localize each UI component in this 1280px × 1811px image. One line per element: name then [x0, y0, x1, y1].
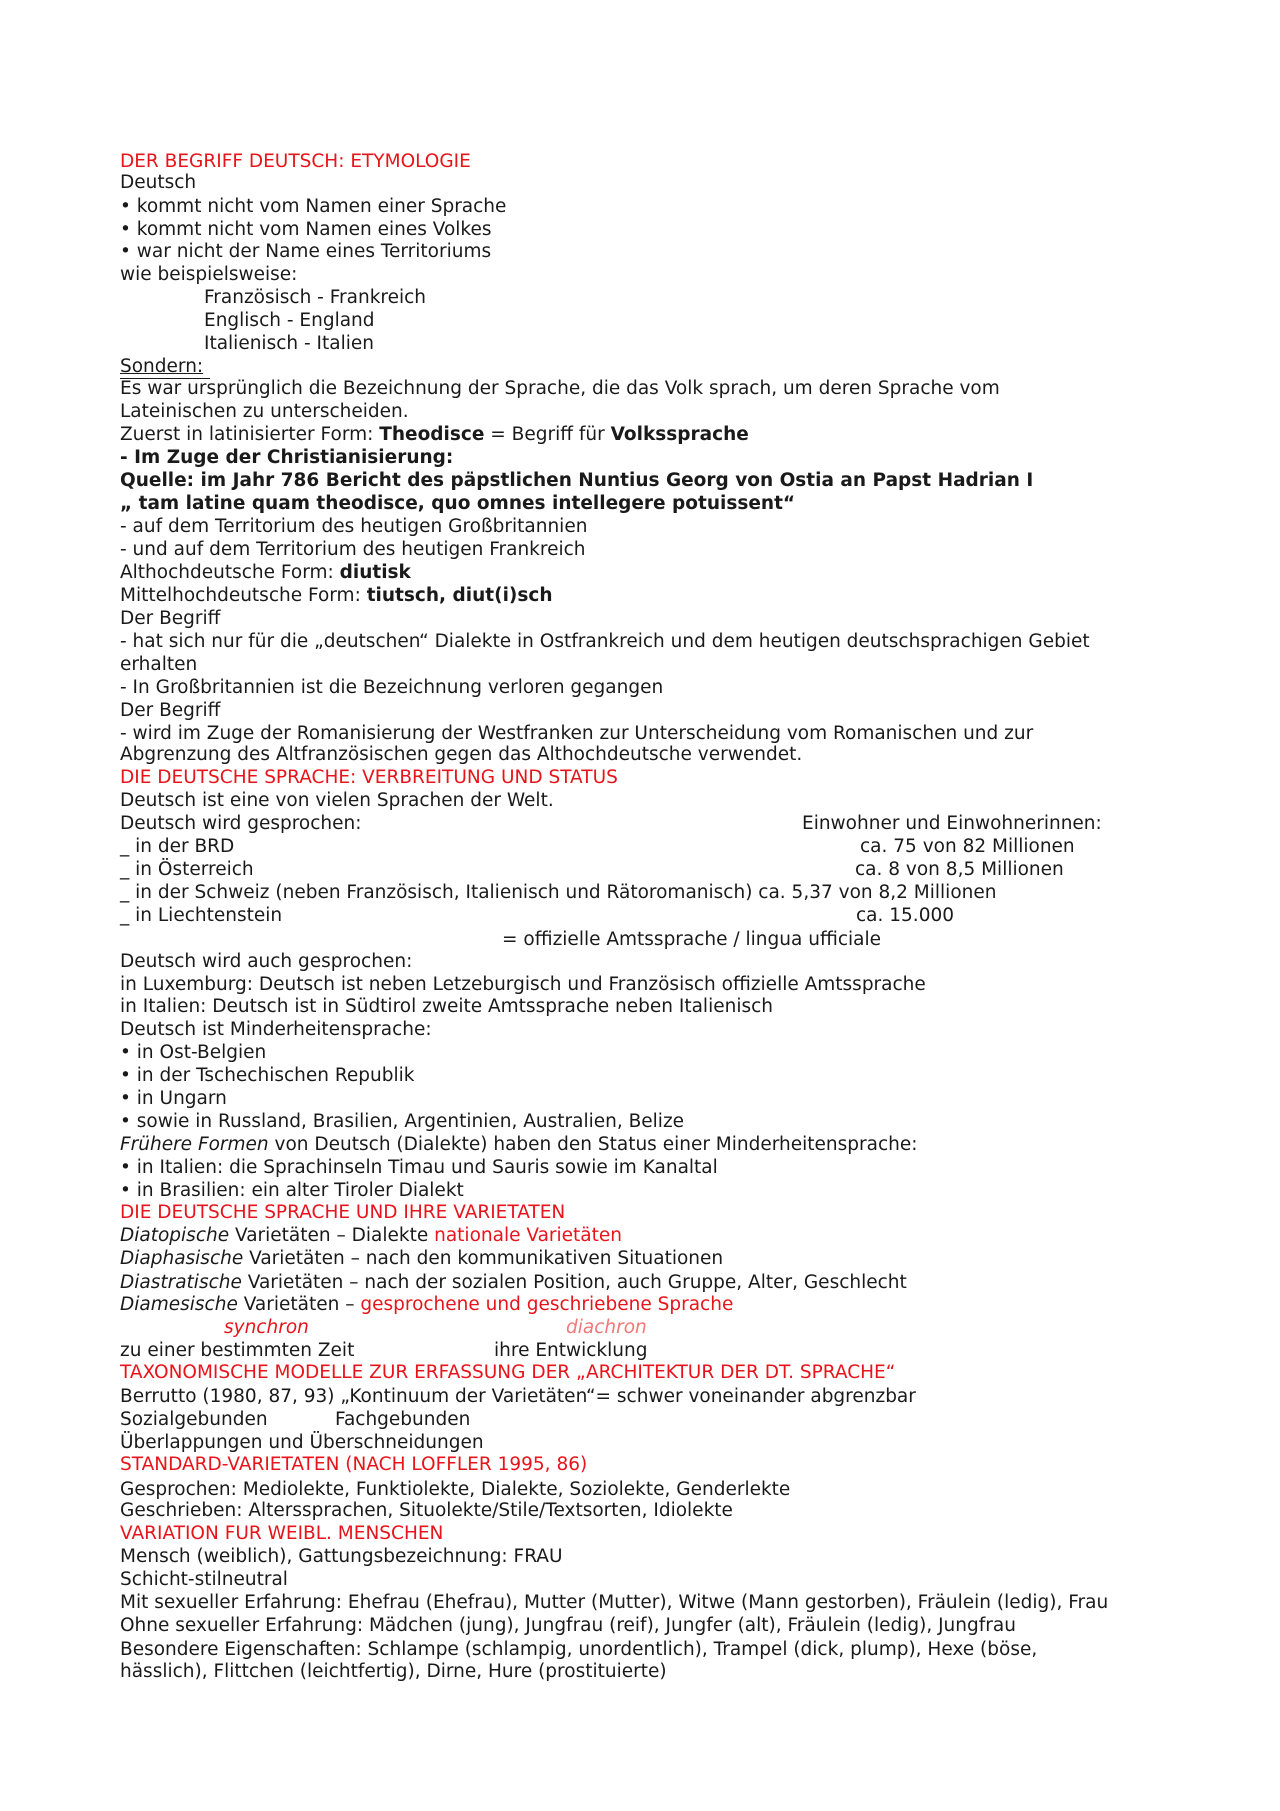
- text-line-bold: - Im Zuge der Christianisierung:: [120, 447, 454, 468]
- column-header: Einwohner und Einwohnerinnen:: [802, 813, 1102, 834]
- example-line: Englisch - England: [204, 310, 375, 331]
- text-line: Sozialgebunden: [120, 1409, 268, 1430]
- text-line: Mensch (weiblich), Gattungsbezeichnung: FRAU: [120, 1546, 563, 1567]
- bullet-line: • kommt nicht vom Namen eines Volkes: [120, 219, 492, 240]
- heading-standard: STANDARD-VARIETATEN (NACH LOFFLER 1995, 86): [120, 1454, 588, 1475]
- text-line: Lateinischen zu unterscheiden.: [120, 401, 409, 422]
- text-line: - In Großbritannien ist die Bezeichnung verloren gegangen: [120, 677, 664, 698]
- heading-verbreitung: DIE DEUTSCHE SPRACHE: VERBREITUNG UND STATUS: [120, 767, 618, 788]
- text-line: Der Begriff: [120, 608, 221, 629]
- text-line: Es war ursprünglich die Bezeichnung der Sprache, die das Volk sprach, um deren Sprache vom: [120, 378, 1000, 399]
- text-line: Abgrenzung des Altfranzösischen gegen das Althochdeutsche verwendet.: [120, 744, 803, 765]
- heading-taxonomie: TAXONOMISCHE MODELLE ZUR ERFASSUNG DER „ARCHITEKTUR DER DT. SPRACHE“: [120, 1362, 896, 1383]
- text-line: in Luxemburg: Deutsch ist neben Letzeburgisch und Französisch offizielle Amtssprache: [120, 974, 926, 995]
- country-line: _ in der Schweiz (neben Französisch, Italienisch und Rätoromanisch) ca. 5,37 von 8,2 Millionen: [120, 882, 997, 903]
- text-line: - und auf dem Territorium des heutigen Frankreich: [120, 539, 586, 560]
- text-line: Deutsch wird gesprochen:: [120, 813, 362, 834]
- text-line: - auf dem Territorium des heutigen Großbritannien: [120, 516, 588, 537]
- text-line: Diastratische Varietäten – nach der sozialen Position, auch Gruppe, Alter, Geschlecht: [120, 1272, 907, 1293]
- text-line: Mittelhochdeutsche Form: tiutsch, diut(i)sch: [120, 585, 553, 606]
- label-synchron: synchron: [224, 1317, 309, 1338]
- population-value: ca. 8 von 8,5 Millionen: [855, 859, 1064, 880]
- quote-line: „ tam latine quam theodisce, quo omnes intellegere potuissent“: [120, 493, 796, 514]
- text-line: = offizielle Amtssprache / lingua ufficiale: [502, 929, 881, 950]
- country-line: _ in Liechtenstein: [120, 905, 283, 926]
- text-line: Deutsch ist Minderheitensprache:: [120, 1019, 432, 1040]
- bullet-line: • in Ost-Belgien: [120, 1042, 267, 1063]
- heading-variation: VARIATION FUR WEIBL. MENSCHEN: [120, 1523, 444, 1544]
- bullet-line: • in der Tschechischen Republik: [120, 1065, 415, 1086]
- text-line: Überlappungen und Überschneidungen: [120, 1432, 484, 1453]
- population-value: ca. 15.000: [856, 905, 955, 926]
- population-value: ca. 75 von 82 Millionen: [860, 836, 1075, 857]
- text-line: Althochdeutsche Form: diutisk: [120, 562, 411, 583]
- text-line: Besondere Eigenschaften: Schlampe (schlampig, unordentlich), Trampel (dick, plump), Hexe (böse,: [120, 1639, 1038, 1660]
- text-line: Ohne sexueller Erfahrung: Mädchen (jung), Jungfrau (reif), Jungfer (alt), Fräulein (ledig), Jungfrau: [120, 1615, 1016, 1636]
- text-line: zu einer bestimmten Zeit: [120, 1340, 355, 1361]
- text-line: Der Begriff: [120, 700, 221, 721]
- text-line: ihre Entwicklung: [494, 1340, 648, 1361]
- text-line: Fachgebunden: [335, 1409, 471, 1430]
- bullet-line: • sowie in Russland, Brasilien, Argentinien, Australien, Belize: [120, 1111, 685, 1132]
- text-line: Zuerst in latinisierter Form: Theodisce = Begriff für Volkssprache: [120, 424, 749, 445]
- text-line: in Italien: Deutsch ist in Südtirol zweite Amtssprache neben Italienisch: [120, 996, 773, 1017]
- text-line: wie beispielsweise:: [120, 264, 298, 285]
- example-line: Französisch - Frankreich: [204, 287, 427, 308]
- text-line: erhalten: [120, 654, 198, 675]
- text-line: Berrutto (1980, 87, 93) „Kontinuum der Varietäten“= schwer voneinander abgrenzbar: [120, 1386, 916, 1407]
- sondern-label: Sondern:: [120, 356, 204, 377]
- country-line: _ in Österreich: [120, 859, 254, 880]
- bullet-line: • war nicht der Name eines Territoriums: [120, 241, 492, 262]
- text-line: - wird im Zuge der Romanisierung der Westfranken zur Unterscheidung vom Romanischen und zur: [120, 723, 1034, 744]
- text-line: hässlich), Flittchen (leichtfertig), Dirne, Hure (prostituierte): [120, 1661, 667, 1682]
- text-line: Diaphasische Varietäten – nach den kommunikativen Situationen: [120, 1248, 724, 1269]
- text-line: Deutsch ist eine von vielen Sprachen der Welt.: [120, 790, 554, 811]
- text-line: Schicht-stilneutral: [120, 1569, 288, 1590]
- text-line-bold: Quelle: im Jahr 786 Bericht des päpstlichen Nuntius Georg von Ostia an Papst Hadrian I: [120, 470, 1034, 491]
- text-line: - hat sich nur für die „deutschen“ Dialekte in Ostfrankreich und dem heutigen deutschsprachigen Gebiet: [120, 631, 1090, 652]
- bullet-line: • in Italien: die Sprachinseln Timau und Sauris sowie im Kanaltal: [120, 1157, 718, 1178]
- bullet-line: • in Ungarn: [120, 1088, 227, 1109]
- label-diachron: diachron: [566, 1317, 647, 1338]
- country-line: _ in der BRD: [120, 836, 235, 857]
- text-line: Diamesische Varietäten – gesprochene und geschriebene Sprache: [120, 1294, 734, 1315]
- example-line: Italienisch - Italien: [204, 333, 374, 354]
- text-line: Deutsch wird auch gesprochen:: [120, 951, 413, 972]
- bullet-line: • in Brasilien: ein alter Tiroler Dialekt: [120, 1180, 464, 1201]
- text-line: Geschrieben: Alterssprachen, Situolekte/Stile/Textsorten, Idiolekte: [120, 1500, 733, 1521]
- bullet-line: • kommt nicht vom Namen einer Sprache: [120, 196, 507, 217]
- heading-varietaeten: DIE DEUTSCHE SPRACHE UND IHRE VARIETATEN: [120, 1202, 566, 1223]
- text-line: Frühere Formen von Deutsch (Dialekte) haben den Status einer Minderheitensprache:: [120, 1134, 918, 1155]
- text-line: Diatopische Varietäten – Dialekte nationale Varietäten: [120, 1225, 622, 1246]
- text-line: Mit sexueller Erfahrung: Ehefrau (Ehefrau), Mutter (Mutter), Witwe (Mann gestorben), Fräulein (ledig), Frau: [120, 1592, 1109, 1613]
- heading-etymologie: DER BEGRIFF DEUTSCH: ETYMOLOGIE: [120, 151, 471, 172]
- text-line: Gesprochen: Mediolekte, Funktiolekte, Dialekte, Soziolekte, Genderlekte: [120, 1479, 791, 1500]
- text-line: Deutsch: [120, 172, 197, 193]
